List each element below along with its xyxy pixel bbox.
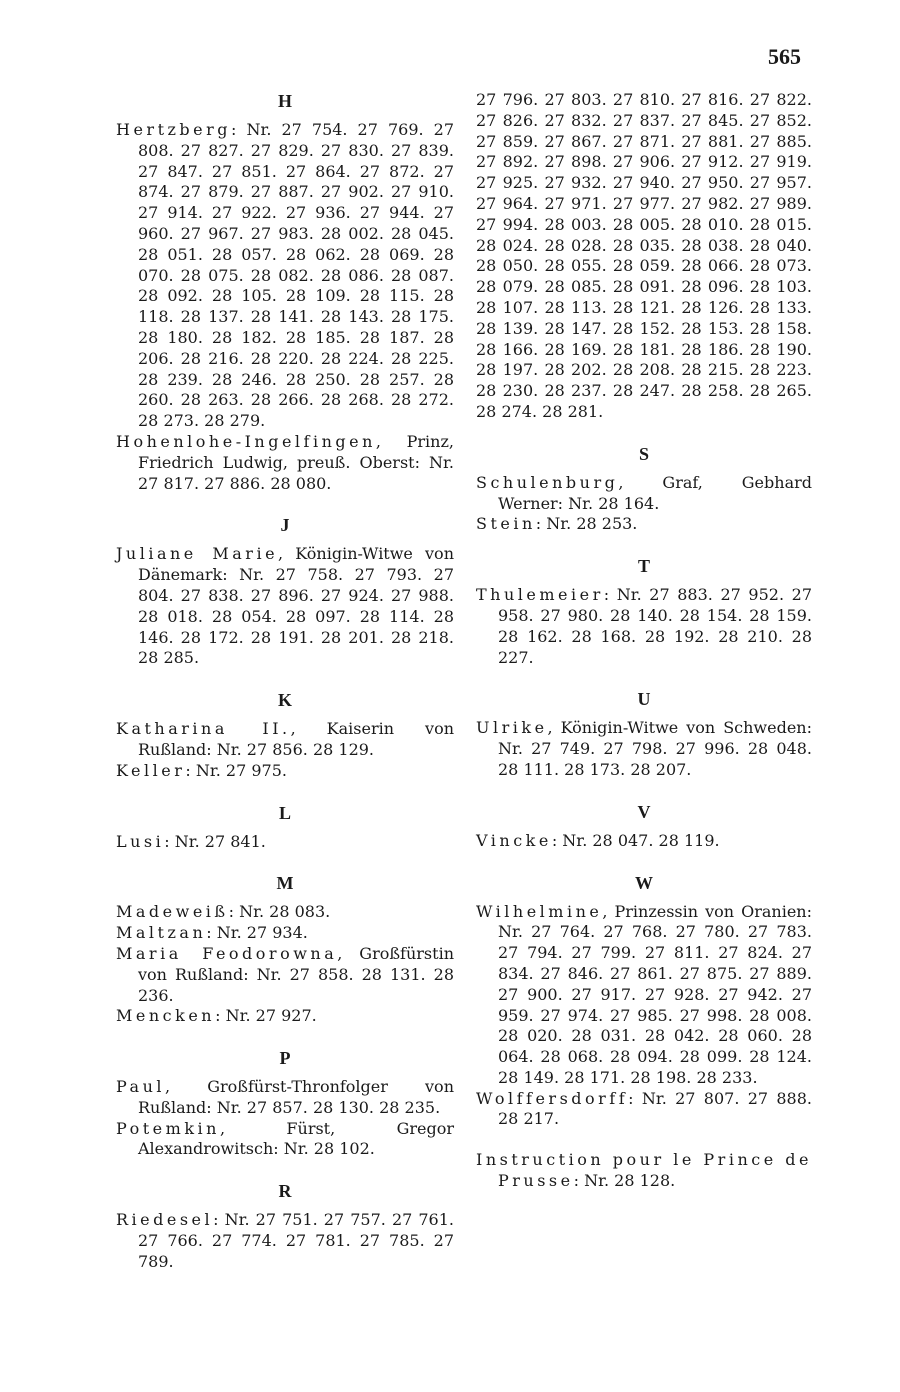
- entry-references: , Königin-Witwe von Schweden: Nr. 27 749. 27 798. 27 996. 28 048. 28 111. 28 173. 28 207.: [498, 718, 812, 779]
- section-letter: S: [638, 443, 649, 464]
- index-entry: [476, 585, 812, 668]
- index-section: [476, 90, 812, 423]
- index-entry: [116, 120, 454, 432]
- index-section: [116, 1047, 454, 1160]
- entry-references: : Nr. 27 927.: [215, 1006, 317, 1026]
- entry-references: : Nr. 28 253.: [535, 514, 638, 534]
- entry-references: , Fürst, Gregor Alexandrowitsch: Nr. 28 102.: [138, 1118, 454, 1159]
- index-section: [116, 1180, 454, 1272]
- entry-name: Ulrike: [476, 718, 548, 738]
- entry-name: Madeweiß: [116, 902, 229, 922]
- section-letter: P: [279, 1048, 291, 1069]
- entry-name: Lusi: [116, 831, 165, 851]
- entry-name: Wolffersdorff: [476, 1088, 629, 1108]
- index-column-left: [116, 90, 454, 1273]
- entry-references: : Nr. 27 934.: [206, 923, 308, 943]
- entry-name: Maltzan: [116, 923, 207, 943]
- index-section: [116, 90, 454, 494]
- entry-name: Instruction pour le Prince de Prusse: [476, 1150, 812, 1191]
- entry-references: : Nr. 28 128.: [573, 1171, 676, 1191]
- entry-references: : Nr. 27 754. 27 769. 27 808. 27 827. 27 829. 27 830. 27 839. 27 847. 27 851. 27 864. 27 872. 27 874. 27 879. 27 887. 27 902. 27 910. 27 914. 27 922. 27 936. 27 944. 27 960. 27 967. 27 983. 28 002. 28 045. 28 051. 28 057. 28 062. 28 069. 28 070. 28 075. 28 082. 28 086. 28 087. 28 092. 28 105. 28 109. 28 115. 28 118. 28 137. 28 141. 28 143. 28 175. 28 180. 28 182. 28 185. 28 187. 28 206. 28 216. 28 220. 28 224. 28 225. 28 239. 28 246. 28 250. 28 257. 28 260. 28 263. 28 266. 28 268. 28 272. 28 273. 28 279.: [138, 120, 454, 431]
- index-section: [116, 872, 454, 1027]
- entry-references: , Kaiserin von Rußland: Nr. 27 856. 28 129.: [138, 719, 454, 759]
- index-section: [116, 802, 454, 853]
- entry-references: : Nr. 27 807. 27 888. 28 217.: [498, 1088, 812, 1129]
- entry-name: Stein: [476, 514, 536, 534]
- index-entry: [116, 432, 454, 494]
- entry-references: , Großfürst-Thronfolger von Rußland: Nr. 27 857. 28 130. 28 235.: [138, 1077, 454, 1117]
- index-entry: [116, 1077, 454, 1119]
- entry-references: : Nr. 28 047. 28 119.: [551, 830, 720, 850]
- index-section: [476, 872, 812, 1131]
- index-entry: [476, 1150, 812, 1192]
- index-section: [116, 514, 454, 669]
- entry-references: , Prinzessin von Oranien: Nr. 27 764. 27 768. 27 780. 27 783. 27 794. 27 799. 27 811. 27 824. 27 834. 27 846. 27 861. 27 875. 27 889. 27 900. 27 917. 27 928. 27 942. 27 959. 27 974. 27 985. 27 998. 28 008. 28 020. 28 031. 28 042. 28 060. 28 064. 28 068. 28 094. 28 099. 28 124. 28 149. 28 171. 28 198. 28 233.: [498, 901, 812, 1087]
- entry-references: : Nr. 27 883. 27 952. 27 958. 27 980. 28 140. 28 154. 28 159. 28 162. 28 168. 28 192. 28 210. 28 227.: [498, 585, 812, 667]
- entry-name: Katharina II.: [116, 719, 291, 739]
- section-letter: M: [276, 873, 294, 894]
- index-entry: [116, 902, 454, 923]
- section-letter: V: [637, 801, 651, 822]
- entry-name: Keller: [116, 760, 186, 780]
- entry-name: Hohenlohe-Ingelfingen: [116, 431, 376, 451]
- entry-references: : Nr. 27 975.: [185, 760, 287, 780]
- section-letter: H: [277, 91, 292, 111]
- index-entry: [116, 1119, 454, 1161]
- entry-references: : Nr. 27 841.: [164, 831, 266, 851]
- index-section: [476, 801, 812, 852]
- index-section: [116, 689, 454, 781]
- index-entry: [476, 902, 812, 1089]
- index-entry: [116, 832, 454, 853]
- index-entry: [116, 923, 454, 944]
- entry-name: Schulenburg: [476, 472, 619, 492]
- section-letter: U: [637, 689, 651, 710]
- entry-references: , Graf, Gebhard Werner: Nr. 28 164.: [498, 472, 812, 513]
- index-entry: [116, 761, 454, 782]
- index-entry: [116, 1006, 454, 1027]
- entry-name: Juliane Marie: [116, 544, 279, 564]
- entry-references: , Königin-Witwe von Dänemark: Nr. 27 758. 27 793. 27 804. 27 838. 27 896. 27 924. 27 988. 28 018. 28 054. 28 097. 28 114. 28 146. 28 172. 28 191. 28 201. 28 218. 28 285.: [138, 544, 454, 668]
- entry-name: Wilhelmine: [476, 901, 603, 921]
- section-letter: J: [280, 515, 290, 536]
- index-entry: [116, 719, 454, 761]
- entry-references: : Nr. 28 083.: [228, 902, 331, 922]
- index-section: [476, 1150, 812, 1192]
- index-entry: [476, 514, 812, 535]
- entry-name: Paul: [116, 1077, 166, 1097]
- index-section: [476, 555, 812, 668]
- section-letter: L: [278, 802, 291, 823]
- entry-name: Mencken: [116, 1006, 216, 1026]
- entry-references: 27 796. 27 803. 27 810. 27 816. 27 822. 27 826. 27 832. 27 837. 27 845. 27 852. 27 859. 27 867. 27 871. 27 881. 27 885. 27 892. 27 898. 27 906. 27 912. 27 919. 27 925. 27 932. 27 940. 27 950. 27 957. 27 964. 27 971. 27 977. 27 982. 27 989. 27 994. 28 003. 28 005. 28 010. 28 015. 28 024. 28 028. 28 035. 28 038. 28 040. 28 050. 28 055. 28 059. 28 066. 28 073. 28 079. 28 085. 28 091. 28 096. 28 103. 28 107. 28 113. 28 121. 28 126. 28 133. 28 139. 28 147. 28 152. 28 153. 28 158. 28 166. 28 169. 28 181. 28 186. 28 190. 28 197. 28 202. 28 208. 28 215. 28 223. 28 230. 28 237. 28 247. 28 258. 28 265. 28 274. 28 281.: [476, 90, 812, 421]
- entry-references: , Prinz, Friedrich Ludwig, preuß. Oberst: Nr. 27 817. 27 886. 28 080.: [138, 431, 454, 493]
- entry-name: Riedesel: [116, 1210, 214, 1230]
- index-entry: [476, 473, 812, 515]
- section-letter: K: [277, 690, 292, 711]
- entry-references: , Großfürstin von Rußland: Nr. 27 858. 28 131. 28 236.: [138, 943, 454, 1005]
- section-letter: T: [637, 556, 650, 577]
- index-entry: [476, 90, 812, 423]
- entry-name: Thulemeier: [476, 585, 604, 605]
- index-entry: [476, 718, 812, 780]
- index-entry: [116, 1210, 454, 1272]
- entry-name: Vincke: [476, 830, 552, 850]
- entry-name: Hertzberg: [116, 120, 232, 139]
- index-entry: [116, 944, 454, 1006]
- entry-references: : Nr. 27 751. 27 757. 27 761. 27 766. 27 774. 27 781. 27 785. 27 789.: [138, 1210, 454, 1271]
- index-entry: [116, 544, 454, 669]
- section-letter: R: [278, 1181, 292, 1202]
- index-column-right: [476, 90, 812, 1192]
- entry-name: Maria Feodorowna: [116, 943, 338, 963]
- index-entry: [476, 1089, 812, 1131]
- page-number: 565: [768, 44, 801, 69]
- entry-name: Potemkin: [116, 1118, 220, 1138]
- index-section: [476, 688, 812, 780]
- section-letter: W: [635, 872, 653, 893]
- index-section: [476, 443, 812, 535]
- index-entry: [476, 831, 812, 852]
